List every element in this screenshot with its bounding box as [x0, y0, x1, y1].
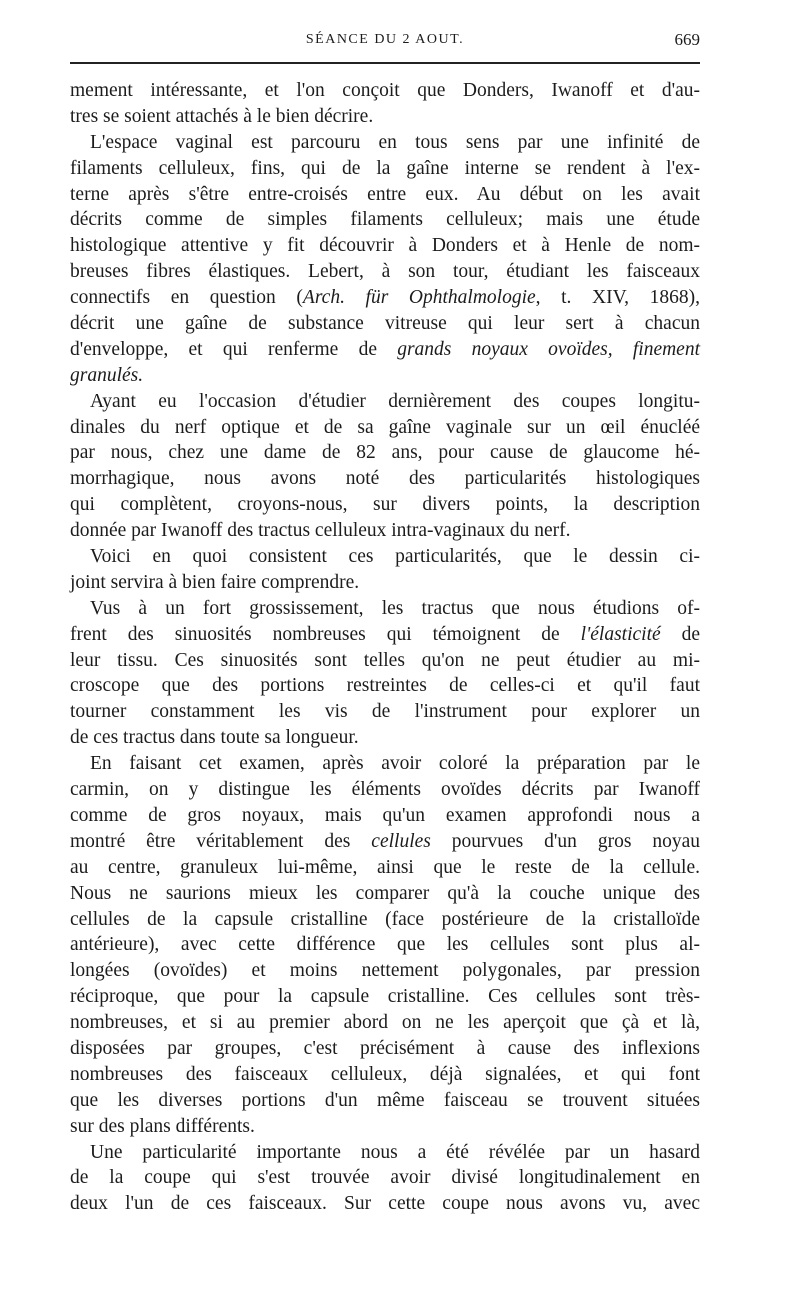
body-text: [70, 78, 700, 1217]
text-line: filaments celluleux, fins, qui de la gaîne interne se rendent à l'ex-: [70, 157, 700, 179]
text-line: comme de gros noyaux, mais qu'un examen approfondi nous a: [70, 804, 700, 826]
text-line: nombreuses des faisceaux celluleux, déjà signalées, et qui font: [70, 1063, 700, 1085]
text-run: d'enveloppe, et qui renferme de: [70, 338, 398, 360]
text-line: décrit une gaîne de substance vitreuse qui leur sert à chacun: [70, 313, 700, 335]
text-run: , t. XIV, 1868),: [535, 287, 700, 309]
header-rule: [70, 62, 700, 64]
text-line: de la coupe qui s'est trouvée avoir divisé longitudinalement en: [70, 1167, 700, 1189]
text-line: deux l'un de ces faisceaux. Sur cette coupe nous avons vu, avec: [70, 1193, 700, 1215]
text-line: cellules de la capsule cristalline (face postérieure de la cristalloïde: [70, 908, 700, 930]
text-line: disposées par groupes, c'est précisément à cause des inflexions: [70, 1037, 700, 1059]
emphasis: grands noyaux ovoïdes, finement: [397, 338, 701, 360]
text-line: [70, 363, 700, 389]
text-line: antérieure), avec cette différence que les cellules sont plus al-: [70, 934, 700, 956]
journal-title: Arch. für Ophthalmologie: [302, 287, 536, 309]
text-line: longées (ovoïdes) et moins nettement polygonales, par pression: [70, 960, 700, 982]
emphasis: granulés.: [70, 364, 144, 386]
text-line: histologique attentive y fit découvrir à Donders et à Henle de nom-: [70, 235, 700, 257]
text-line: croscope que des portions restreintes de celles-ci et qu'il faut: [70, 675, 700, 697]
text-run: de: [660, 623, 701, 645]
text-line: Vus à un fort grossissement, les tractus que nous étudions of-: [90, 597, 700, 619]
text-line: réciproque, que pour la capsule cristalline. Ces cellules sont très-: [70, 986, 700, 1008]
text-line: Une particularité importante nous a été révélée par un hasard: [90, 1141, 700, 1163]
text-line: [70, 829, 700, 855]
emphasis: cellules: [371, 830, 431, 852]
text-run: montré être véritablement des: [70, 830, 372, 852]
text-line: par nous, chez une dame de 82 ans, pour cause de glaucome hé-: [70, 442, 700, 464]
text-line: tres se soient attachés à le bien décrire.: [70, 105, 374, 127]
text-line: tourner constamment les vis de l'instrument pour explorer un: [70, 701, 700, 723]
page-number: 669: [674, 30, 700, 49]
text-line: [70, 285, 700, 311]
text-line: au centre, granuleux lui-même, ainsi que le reste de la cellule.: [70, 856, 700, 878]
text-line: Ayant eu l'occasion d'étudier dernièrement des coupes longitu-: [90, 390, 700, 412]
text-line: leur tissu. Ces sinuosités sont telles qu'on ne peut étudier au mi-: [70, 649, 700, 671]
text-line: nombreuses, et si au premier abord on ne les aperçoit que çà et là,: [70, 1012, 700, 1034]
text-line: joint servira à bien faire comprendre.: [70, 571, 360, 593]
text-line: que les diverses portions d'un même faisceau se trouvent situées: [70, 1089, 700, 1111]
text-line: sur des plans différents.: [70, 1115, 255, 1137]
text-line: carmin, on y distingue les éléments ovoïdes décrits par Iwanoff: [70, 779, 700, 801]
text-line: décrits comme de simples filaments celluleux; mais une étude: [70, 209, 700, 231]
running-title: SÉANCE DU 2 AOUT.: [305, 32, 465, 47]
text-line: donnée par Iwanoff des tractus celluleux intra-vaginaux du nerf.: [70, 520, 571, 542]
running-head: [70, 26, 700, 54]
text-line: Voici en quoi consistent ces particularités, que le dessin ci-: [90, 546, 700, 568]
text-run: frent des sinuosités nombreuses qui témoignent de: [70, 623, 581, 645]
text-line: Nous ne saurions mieux les comparer qu'à la couche unique des: [70, 882, 700, 904]
text-line: mement intéressante, et l'on conçoit que Donders, Iwanoff et d'au-: [70, 80, 700, 101]
text-line: [70, 337, 700, 363]
text-line: En faisant cet examen, après avoir coloré la préparation par le: [90, 753, 700, 775]
emphasis: l'élasticité: [580, 623, 661, 645]
text-line: L'espace vaginal est parcouru en tous sens par une infinité de: [90, 131, 700, 153]
text-run: pourvues d'un gros noyau: [430, 830, 700, 852]
text-line: qui complètent, croyons-nous, sur divers points, la description: [70, 494, 700, 516]
text-line: terne après s'être entre-croisés entre eux. Au début on les avait: [70, 183, 700, 205]
text-line: de ces tractus dans toute sa longueur.: [70, 727, 359, 749]
text-line: breuses fibres élastiques. Lebert, à son tour, étudiant les faisceaux: [70, 261, 700, 283]
text-line: dinales du nerf optique et de sa gaîne vaginale sur un œil énucléé: [70, 416, 700, 438]
text-line: morrhagique, nous avons noté des particularités histologiques: [70, 468, 700, 490]
text-line: [70, 622, 700, 648]
text-run: connectifs en question (: [70, 287, 303, 309]
